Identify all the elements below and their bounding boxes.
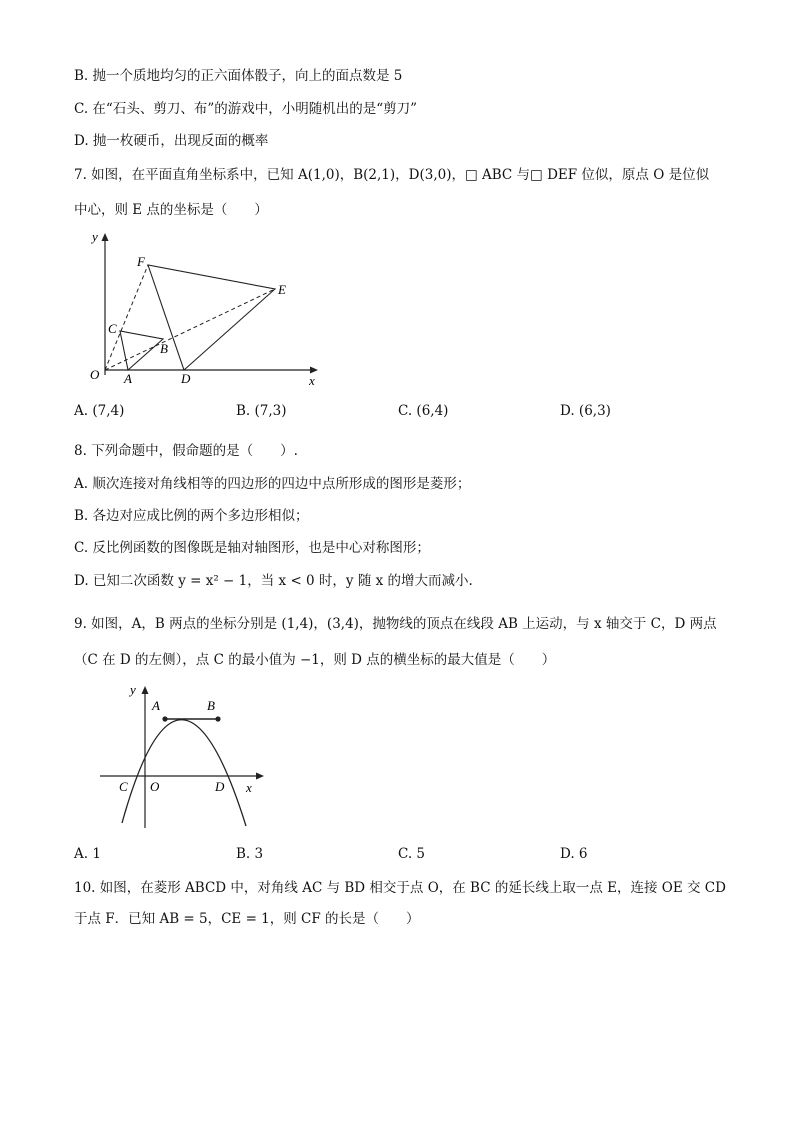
q6-option-d: D. 抛一枚硬币，出现反面的概率 [74, 133, 269, 149]
dashed-o-f [105, 265, 148, 370]
x-axis-arrow [256, 773, 264, 780]
label-b: B [160, 341, 168, 356]
q9-option-a: A. 1 [74, 846, 101, 862]
dashed-o-e [105, 289, 275, 370]
q7-figure [80, 225, 330, 390]
label-a: A [152, 698, 160, 713]
q10-stem-line1: 10. 如图，在菱形 ABCD 中，对角线 AC 与 BD 相交于点 O，在 BC 的延长线上取一点 E，连接 OE 交 CD [74, 880, 726, 896]
label-c: C [108, 321, 117, 336]
q7-stem-line1: 7. 如图，在平面直角坐标系中，已知 A(1,0)，B(2,1)，D(3,0)，□ ABC 与□ DEF 位似，原点 O 是位似 [74, 167, 710, 183]
label-d: D [181, 371, 191, 386]
q9-stem-line2: （C 在 D 的左侧），点 C 的最小值为 −1，则 D 点的横坐标的最大值是（ ） [74, 652, 556, 668]
q9-stem-line1: 9. 如图，A，B 两点的坐标分别是 (1,4)，(3,4)，抛物线的顶点在线段 AB 上运动，与 x 轴交于 C，D 两点 [74, 616, 717, 632]
q9-option-c: C. 5 [398, 846, 426, 862]
label-e: E [278, 282, 286, 297]
label-x: x [309, 373, 315, 388]
q9-option-b: B. 3 [236, 846, 264, 862]
label-c: C [119, 779, 128, 794]
q7-option-d: D. (6,3) [560, 403, 611, 419]
q10-stem-line2: 于点 F．已知 AB = 5，CE = 1，则 CF 的长是（ ） [74, 911, 420, 927]
q8-option-c: C. 反比例函数的图像既是轴对轴图形，也是中心对称图形； [74, 540, 430, 556]
q8-option-d: D. 已知二次函数 y = x² − 1，当 x < 0 时，y 随 x 的增大而减小. [74, 573, 473, 589]
q9-figure [100, 678, 270, 833]
label-x: x [246, 780, 252, 795]
label-a: A [124, 371, 132, 386]
point-a [162, 716, 167, 721]
q7-option-a: A. (7,4) [74, 403, 125, 419]
y-axis-arrow [142, 686, 149, 694]
q8-stem: 8. 下列命题中，假命题的是（ ）. [74, 443, 298, 459]
triangle-abc [120, 331, 163, 370]
label-b: B [207, 698, 215, 713]
label-d: D [215, 779, 225, 794]
q8-option-a: A. 顺次连接对角线相等的四边形的四边中点所形成的图形是菱形； [74, 476, 471, 492]
label-o: O [90, 367, 100, 382]
q7-option-c: C. (6,4) [398, 403, 449, 419]
q6-option-b: B. 抛一个质地均匀的正六面体骰子，向上的面点数是 5 [74, 68, 403, 84]
q7-option-b: B. (7,3) [236, 403, 287, 419]
y-axis-arrow [102, 233, 109, 241]
label-y: y [130, 682, 136, 697]
q8-option-b: B. 各边对应成比例的两个多边形相似； [74, 508, 309, 524]
q7-stem-line2: 中心，则 E 点的坐标是（ ） [74, 202, 268, 218]
point-b [215, 716, 220, 721]
label-y: y [92, 229, 98, 244]
q6-option-c: C. 在“石头、剪刀、布”的游戏中，小明随机出的是“剪刀” [74, 101, 418, 117]
parabola [122, 720, 246, 826]
q9-option-d: D. 6 [560, 846, 588, 862]
label-o: O [150, 779, 160, 794]
label-f: F [137, 254, 145, 269]
